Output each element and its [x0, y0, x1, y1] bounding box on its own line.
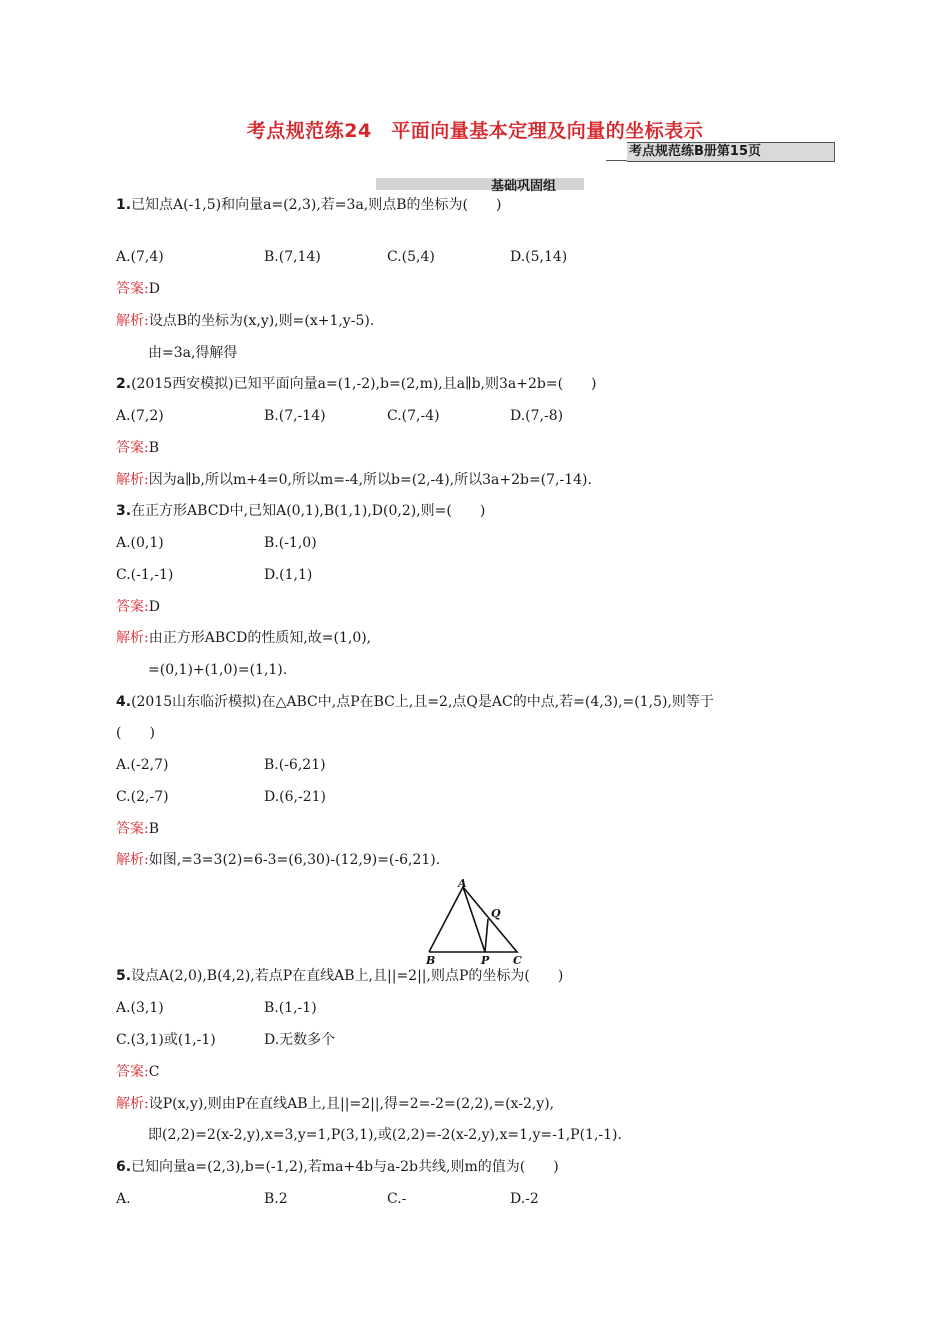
solution-text: 由正方形ABCD的性质知,故=(1,0),	[148, 630, 372, 646]
answer-value: C	[148, 1064, 160, 1080]
solution-label: 解析:	[116, 1096, 149, 1112]
answer-value: D	[148, 281, 160, 297]
question-stem-continued: ( )	[116, 725, 155, 741]
solution-text: 设P(x,y),则由P在直线AB上,且||=2||,得=2=-2=(2,2),=(x-2,y),	[148, 1096, 555, 1112]
option-b: B.(-1,0)	[264, 535, 317, 551]
answer-label: 答案:	[116, 281, 149, 297]
label-c: C	[513, 954, 522, 967]
answer	[116, 438, 159, 458]
option-d: D.(1,1)	[264, 567, 313, 583]
option-c: C.(7,-4)	[387, 408, 440, 424]
question-3	[116, 501, 485, 521]
label-p: P	[481, 954, 490, 967]
answer-value: B	[148, 821, 160, 837]
solution-text: 如图,=3=3(2)=6-3=(6,30)-(12,9)=(-6,21).	[148, 852, 441, 868]
question-number: 3.	[116, 503, 132, 519]
option-c: C.(5,4)	[387, 249, 435, 265]
question-number: 2.	[116, 376, 132, 392]
question-4	[116, 692, 714, 712]
solution-text: 设点B的坐标为(x,y),则=(x+1,y-5).	[148, 313, 375, 329]
option-b: B.2	[264, 1191, 288, 1207]
label-a: A	[458, 877, 467, 890]
solution-continued: 由=3a,得解得	[148, 345, 238, 361]
question-5	[116, 966, 563, 986]
option-d: D.(7,-8)	[510, 408, 564, 424]
answer-label: 答案:	[116, 821, 149, 837]
option-c: C.(2,-7)	[116, 789, 169, 805]
question-6	[116, 1157, 559, 1177]
question-stem: (2015山东临沂模拟)在△ABC中,点P在BC上,且=2,点Q是AC的中点,若=(4,3),=(1,5),则等于	[131, 694, 714, 710]
page-title: 考点规范练24 平面向量基本定理及向量的坐标表示	[246, 120, 704, 142]
answer	[116, 279, 160, 299]
option-c: C.-	[387, 1191, 407, 1207]
option-a: A.(7,4)	[116, 249, 164, 265]
solution	[116, 628, 371, 648]
option-a: A.(7,2)	[116, 408, 164, 424]
option-d: D.(6,-21)	[264, 789, 327, 805]
question-number: 1.	[116, 197, 132, 213]
page-reference: 考点规范练B册第15页	[627, 142, 835, 162]
option-d: D.(5,14)	[510, 249, 568, 265]
solution	[116, 1094, 554, 1114]
solution-text: 因为a∥b,所以m+4=0,所以m=-4,所以b=(2,-4),所以3a+2b=(7,-14).	[148, 472, 592, 488]
question-stem: (2015西安模拟)已知平面向量a=(1,-2),b=(2,m),且a∥b,则3a+2b=( )	[131, 376, 597, 392]
question-number: 4.	[116, 694, 132, 710]
solution	[116, 311, 374, 331]
option-a: A.(3,1)	[116, 1000, 164, 1016]
answer	[116, 819, 159, 839]
question-stem: 已知点A(-1,5)和向量a=(2,3),若=3a,则点B的坐标为( )	[131, 197, 502, 213]
question-stem: 在正方形ABCD中,已知A(0,1),B(1,1),D(0,2),则=( )	[131, 503, 486, 519]
option-b: B.(1,-1)	[264, 1000, 317, 1016]
option-b: B.(7,14)	[264, 249, 321, 265]
answer	[116, 597, 160, 617]
option-d: D.无数多个	[264, 1032, 336, 1048]
triangle-figure	[420, 877, 530, 967]
question-number: 6.	[116, 1159, 132, 1175]
option-a: A.(0,1)	[116, 535, 164, 551]
solution-label: 解析:	[116, 630, 149, 646]
question-stem: 设点A(2,0),B(4,2),若点P在直线AB上,且||=2||,则点P的坐标为( )	[131, 968, 564, 984]
question-stem: 已知向量a=(2,3),b=(-1,2),若ma+4b与a-2b共线,则m的值为( )	[131, 1159, 559, 1175]
option-d: D.-2	[510, 1191, 539, 1207]
option-a: A.	[116, 1191, 131, 1207]
solution-continued: =(0,1)+(1,0)=(1,1).	[148, 662, 288, 678]
option-b: B.(-6,21)	[264, 757, 326, 773]
answer-label: 答案:	[116, 1064, 149, 1080]
answer	[116, 1062, 159, 1082]
solution-label: 解析:	[116, 472, 149, 488]
section-title: 基础巩固组	[491, 179, 557, 194]
answer-value: B	[148, 440, 160, 456]
solution-label: 解析:	[116, 852, 149, 868]
solution	[116, 850, 440, 870]
option-c: C.(3,1)或(1,-1)	[116, 1032, 216, 1048]
solution-continued: 即(2,2)=2(x-2,y),x=3,y=1,P(3,1),或(2,2)=-2(x-2,y),x=1,y=-1,P(1,-1).	[148, 1127, 622, 1143]
answer-label: 答案:	[116, 440, 149, 456]
answer-value: D	[148, 599, 160, 615]
solution-label: 解析:	[116, 313, 149, 329]
question-2	[116, 374, 597, 394]
label-q: Q	[491, 907, 501, 920]
option-a: A.(-2,7)	[116, 757, 169, 773]
label-b: B	[426, 954, 436, 967]
question-1	[116, 195, 501, 215]
answer-label: 答案:	[116, 599, 149, 615]
solution	[116, 470, 592, 490]
segment-ap	[463, 887, 485, 952]
triangle-abc	[429, 887, 517, 952]
question-number: 5.	[116, 968, 132, 984]
option-c: C.(-1,-1)	[116, 567, 174, 583]
segment-pq	[485, 919, 488, 952]
option-b: B.(7,-14)	[264, 408, 326, 424]
